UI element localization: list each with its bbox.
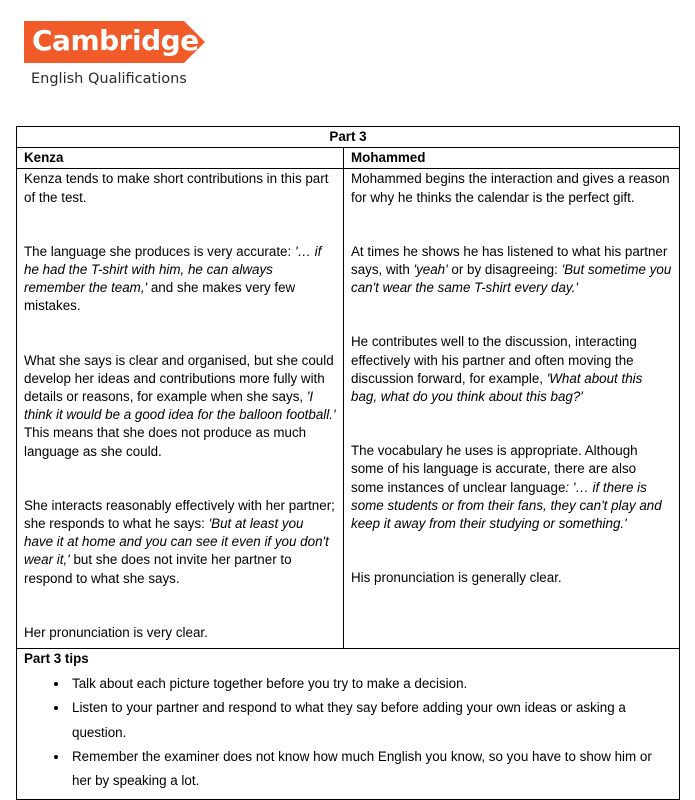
candidate-name-mohammed: Mohammed [344,148,680,169]
comment-paragraph [351,569,672,587]
quote-text: 'But at least you have it at home and you can see it even if you don't wear it,' [24,516,329,568]
comment-text: What she says is clear and organised, but she could develop her ideas and contributions more fully with details or reasons, for example when she says, [24,352,334,405]
comment-paragraph [24,624,336,642]
comment-paragraph [351,170,672,206]
part-title: Part 3 [17,127,680,148]
comment-text: Kenza tends to make short contributions in this part of the test. [24,171,329,205]
comment-text: The language she produces is very accurate: [24,243,295,259]
comment-text: Mohammed begins the interaction and gives a reason for why he thinks the calendar is the perfect gift. [351,171,670,205]
comment-text: This means that she does not produce as much language as she could. [24,425,307,459]
logo-wordmark: Cambridge [32,24,199,57]
tips-row [17,649,680,800]
comment-paragraph [24,170,336,206]
quote-text: 'What about this bag, what do you think about this bag?' [351,370,643,405]
tip-item: • Listen to your partner and respond to what they say before adding your own ideas or asking a question. [69,696,672,744]
comment-text: and she makes very few mistakes. [24,280,296,314]
comment-text: At times he shows he has listened to what his partner says, with [351,243,668,278]
comment-text: Her pronunciation is very clear. [24,624,208,640]
comment-text: His pronunciation is generally clear. [351,570,562,586]
quote-text: : '… if there is some students or from their fans, they can't play and keep it away from their studying or something.' [351,479,662,532]
comment-paragraph [24,497,336,588]
cambridge-logo [24,21,205,63]
comment-text: but she does not invite her partner to respond to what she says. [24,552,292,586]
logo-subtitle: English Qualifications [31,71,187,87]
comment-paragraph [351,243,672,298]
candidate-comments-row [17,169,680,649]
quote-text: 'I think it would be a good idea for the balloon football.' [24,389,336,423]
comment-text: She interacts reasonably effectively with her partner; she responds to what he says: [24,497,335,532]
quote-text: 'But sometime you can't wear the same T-shirt every day.' [351,262,672,296]
comment-paragraph [24,243,336,316]
comment-paragraph [351,442,672,533]
tips-cell [17,649,680,800]
part-title-row [17,127,680,148]
tips-title: Part 3 tips [24,651,89,667]
comment-paragraph [24,352,336,461]
comment-text: He contributes well to the discussion, interacting effectively with his partner and often moving the discussion forward, for example, [351,334,637,386]
comments-kenza [17,169,344,649]
tips-list [24,672,672,793]
assessment-table [16,126,680,800]
comment-text: The vocabulary he uses is appropriate. Although some of his language is accurate, there are also some instances of unclear language [351,443,638,495]
quote-text: 'yeah' [413,262,448,278]
comments-mohammed [344,169,680,649]
tip-item: • Talk about each picture together before you try to make a decision. [69,672,672,696]
quote-text: '… if he had the T-shirt with him, he can always remember the team,' [24,243,322,296]
comment-paragraph [351,333,672,406]
candidate-name-kenza: Kenza [17,148,344,169]
tip-item: • Remember the examiner does not know how much English you know, so you have to show him or her by speaking a lot. [69,745,672,793]
comment-text: or by disagreeing: [447,262,562,278]
candidate-name-row [17,148,680,169]
